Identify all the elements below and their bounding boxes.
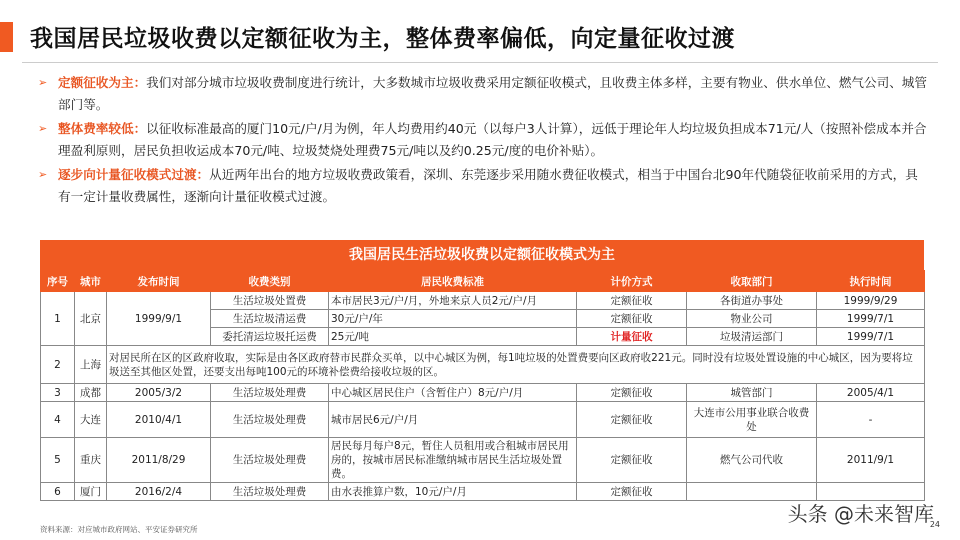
fee-table — [40, 270, 925, 501]
category-cell: 生活垃圾处理费 — [211, 402, 329, 438]
dept-cell: 物业公司 — [687, 310, 817, 328]
mode-cell: 定额征收 — [577, 402, 687, 438]
date-cell: 1999/9/1 — [107, 292, 211, 346]
title-divider — [22, 62, 938, 63]
date-cell: 2011/8/29 — [107, 438, 211, 483]
bullet-list — [38, 72, 928, 210]
header-cell: 收取部门 — [687, 271, 817, 292]
date-cell: 2016/2/4 — [107, 483, 211, 501]
category-cell: 生活垃圾处理费 — [211, 384, 329, 402]
standard-cell: 城市居民6元/户/月 — [329, 402, 577, 438]
bullet-item — [38, 164, 928, 208]
date-cell: 2005/3/2 — [107, 384, 211, 402]
page-title: 我国居民垃圾收费以定额征收为主，整体费率偏低，向定量征收过渡 — [30, 26, 735, 52]
row-number: 3 — [41, 384, 75, 402]
dept-cell: 大连市公用事业联合收费处 — [687, 402, 817, 438]
table-row — [41, 402, 925, 438]
bullet-lead: 整体费率较低： — [58, 121, 147, 136]
header-cell: 序号 — [41, 271, 75, 292]
city-cell: 大连 — [75, 402, 107, 438]
category-cell: 生活垃圾处理费 — [211, 438, 329, 483]
category-cell: 委托清运垃圾托运费 — [211, 328, 329, 346]
exec-date-cell: 2011/9/1 — [817, 438, 925, 483]
dept-cell: 城管部门 — [687, 384, 817, 402]
table-header-row — [41, 271, 925, 292]
header-cell: 计价方式 — [577, 271, 687, 292]
bullet-lead: 定额征收为主： — [58, 75, 147, 90]
exec-date-cell: 1999/7/1 — [817, 328, 925, 346]
mode-cell: 定额征收 — [577, 384, 687, 402]
header-cell: 收费类别 — [211, 271, 329, 292]
city-cell: 北京 — [75, 292, 107, 346]
standard-cell: 25元/吨 — [329, 328, 577, 346]
mode-cell: 定额征收 — [577, 483, 687, 501]
exec-date-cell: - — [817, 402, 925, 438]
row-number: 5 — [41, 438, 75, 483]
header-cell: 发布时间 — [107, 271, 211, 292]
standard-cell: 30元/户/年 — [329, 310, 577, 328]
title-accent-bar — [0, 22, 13, 52]
exec-date-cell: 2005/4/1 — [817, 384, 925, 402]
mode-cell-highlight: 计量征收 — [577, 328, 687, 346]
city-cell: 上海 — [75, 346, 107, 384]
dept-cell: 燃气公司代收 — [687, 438, 817, 483]
standard-cell: 由水表推算户数，10元/户/月 — [329, 483, 577, 501]
arrow-icon: ➢ — [38, 76, 48, 89]
arrow-icon: ➢ — [38, 168, 48, 181]
row-number: 1 — [41, 292, 75, 346]
header-cell: 执行时间 — [817, 271, 925, 292]
mode-cell: 定额征收 — [577, 292, 687, 310]
row-number: 2 — [41, 346, 75, 384]
header-cell: 居民收费标准 — [329, 271, 577, 292]
date-cell: 2010/4/1 — [107, 402, 211, 438]
table-row — [41, 384, 925, 402]
header-cell: 城市 — [75, 271, 107, 292]
bullet-text: 从近两年出台的地方垃圾收费政策看，深圳、东莞逐步采用随水费征收模式，相当于中国台北90年代随袋征收前采用的方式，具有一定计量收费属性，逐渐向计量征收模式过渡。 — [58, 167, 918, 204]
dept-cell: 各街道办事处 — [687, 292, 817, 310]
bullet-item — [38, 118, 928, 162]
bullet-text: 以征收标准最高的厦门10元/户/月为例，年人均费用约40元（以每户3人计算），远低于理论年人均垃圾负担成本71元/人（按照补偿成本并合理盈利原则，居民负担收运成本70元/吨、垃圾焚烧处理费75元/吨以及约0.25元/度的电价补贴）。 — [58, 121, 927, 158]
arrow-icon: ➢ — [38, 122, 48, 135]
bullet-text: 我们对部分城市垃圾收费制度进行统计，大多数城市垃圾收费采用定额征收模式，且收费主体多样，主要有物业、供水单位、燃气公司、城管部门等。 — [58, 75, 927, 112]
fee-table-container — [40, 240, 924, 501]
standard-cell: 居民每月每户8元，暂住人员租用或合租城市居民用房的，按城市居民标准缴纳城市居民生活垃圾处置费。 — [329, 438, 577, 483]
exec-date-cell: 1999/7/1 — [817, 310, 925, 328]
standard-cell: 中心城区居民住户（含暂住户）8元/户/月 — [329, 384, 577, 402]
source-note: 资料来源：对应城市政府网站、平安证券研究所 — [40, 525, 198, 534]
city-cell: 成都 — [75, 384, 107, 402]
bullet-lead: 逐步向计量征收模式过渡： — [58, 167, 210, 182]
merged-description-cell: 对居民所在区的区政府收取，实际是由各区政府替市民群众买单，以中心城区为例，每1吨垃圾的处置费要向区政府收221元。同时没有垃圾处置设施的中心城区，因为要将垃圾送至其他区处置，还要支出每吨100元的环境补偿费给接收垃圾的区。 — [107, 346, 925, 384]
row-number: 6 — [41, 483, 75, 501]
watermark: 头条 @未来智库 — [787, 502, 934, 526]
row-number: 4 — [41, 402, 75, 438]
bullet-item — [38, 72, 928, 116]
mode-cell: 定额征收 — [577, 310, 687, 328]
page-number: 24 — [929, 520, 940, 529]
table-row — [41, 292, 925, 310]
exec-date-cell: 1999/9/29 — [817, 292, 925, 310]
standard-cell: 本市居民3元/户/月，外地来京人员2元/户/月 — [329, 292, 577, 310]
mode-cell: 定额征收 — [577, 438, 687, 483]
dept-cell: 垃圾清运部门 — [687, 328, 817, 346]
table-row — [41, 346, 925, 384]
city-cell: 重庆 — [75, 438, 107, 483]
category-cell: 生活垃圾清运费 — [211, 310, 329, 328]
city-cell: 厦门 — [75, 483, 107, 501]
table-row — [41, 438, 925, 483]
table-title: 我国居民生活垃圾收费以定额征收模式为主 — [40, 240, 924, 270]
category-cell: 生活垃圾处理费 — [211, 483, 329, 501]
category-cell: 生活垃圾处置费 — [211, 292, 329, 310]
